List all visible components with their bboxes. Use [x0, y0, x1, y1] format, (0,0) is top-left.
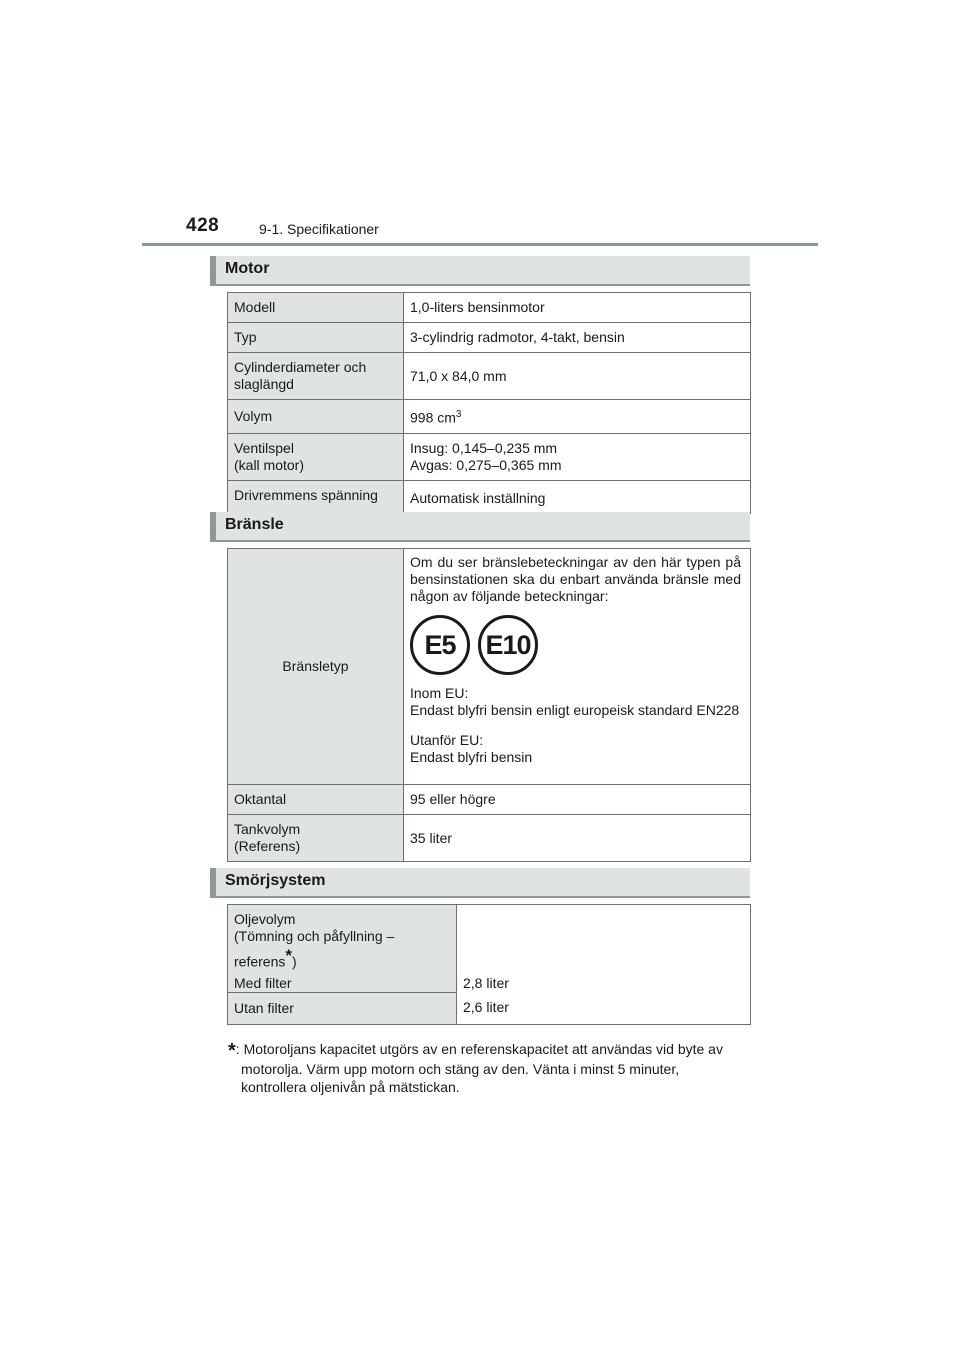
- row-label: Oktantal: [228, 785, 404, 815]
- valve-label-line1: Ventilspel: [234, 439, 294, 456]
- row-value: 35 liter: [404, 815, 751, 862]
- non-eu-heading: Utanför EU:: [410, 732, 484, 748]
- volume-unit-exponent: 3: [455, 409, 462, 420]
- row-label: [228, 815, 404, 862]
- motor-table: [227, 292, 751, 514]
- oil-label-ref: referens: [234, 953, 286, 970]
- oil-label-line3: [234, 947, 450, 971]
- oil-label-line1: Oljevolym: [234, 911, 296, 927]
- valve-label-line2: (kall motor): [234, 456, 305, 473]
- table-row: [228, 785, 751, 815]
- table-row: [228, 293, 751, 323]
- e10-badge: E10: [478, 615, 538, 675]
- row-label: [228, 433, 404, 480]
- oil-label-line2: (Tömning och påfyllning –: [234, 928, 395, 944]
- fuel-intro: Om du ser bränslebeteckningar av den här typen på bensinstationen ska du enbart använda bränsle med någon av följande beteckningar:: [410, 554, 741, 604]
- row-label: Typ: [228, 323, 404, 353]
- row-label: Drivremmens spänning: [228, 480, 404, 513]
- valve-intake: Insug: 0,145–0,235 mm: [410, 439, 558, 456]
- table-row: [228, 480, 751, 513]
- row-value: 95 eller högre: [404, 785, 751, 815]
- row-label: Volym: [228, 400, 404, 434]
- row-value: [404, 400, 751, 434]
- tank-label-line2: (Referens): [234, 838, 301, 854]
- fuel-title: Bränsle: [225, 516, 284, 533]
- row-value: 3-cylindrig radmotor, 4-takt, bensin: [404, 323, 751, 353]
- lubrication-title: Smörjsystem: [225, 872, 326, 889]
- table-row: [228, 433, 751, 480]
- e5-badge: E5: [410, 615, 470, 675]
- oil-volume-label: [228, 905, 457, 993]
- footnote: [228, 1040, 746, 1096]
- motor-section-heading: [210, 256, 750, 286]
- without-filter-value: 2,6 liter: [457, 992, 751, 1024]
- motor-title: Motor: [225, 260, 270, 277]
- valve-exhaust: Avgas: 0,275–0,365 mm: [410, 456, 562, 473]
- heading-bar: [210, 868, 216, 896]
- row-label: Cylinderdiameter och slaglängd: [228, 353, 404, 400]
- heading-bar: [210, 512, 216, 540]
- page-number: 428: [186, 215, 220, 236]
- row-value: [404, 433, 751, 480]
- fuel-table: [227, 548, 751, 862]
- row-value: [404, 549, 751, 785]
- fuel-section-heading: [210, 512, 750, 542]
- eu-heading: Inom EU:: [410, 685, 469, 701]
- row-label: Modell: [228, 293, 404, 323]
- eu-text: Endast blyfri bensin enligt europeisk standard EN228: [410, 702, 740, 718]
- volume-value: 998 cm: [410, 409, 456, 426]
- footnote-star: *: [228, 1040, 236, 1062]
- header-rule: [142, 243, 818, 246]
- footnote-marker: *: [285, 946, 292, 965]
- without-filter-label: Utan filter: [228, 992, 457, 1024]
- table-row: [228, 400, 751, 434]
- non-eu-text: Endast blyfri bensin: [410, 749, 533, 765]
- with-filter-label: Med filter: [234, 974, 292, 991]
- with-filter-value: 2,8 liter: [457, 905, 751, 993]
- section-reference: 9-1. Specifikationer: [259, 221, 379, 237]
- row-value: Automatisk inställning: [404, 480, 751, 513]
- oil-label-close: ): [291, 953, 297, 970]
- table-row: [228, 353, 751, 400]
- table-row: [228, 323, 751, 353]
- table-row: [228, 992, 751, 1024]
- table-row: [228, 549, 751, 785]
- lubrication-table: [227, 904, 751, 1025]
- fuel-type-label: Bränsletyp: [282, 658, 349, 674]
- heading-bar: [210, 256, 216, 284]
- row-value: 1,0-liters bensinmotor: [404, 293, 751, 323]
- footnote-text: : Motoroljans kapacitet utgörs av en referenskapacitet att användas vid byte av motorolja. Värm upp motorn och stäng av den. Vänta i minst 5 minuter, kontrollera oljenivån på mätstickan.: [235, 1041, 723, 1095]
- row-label: [228, 549, 404, 785]
- table-row: [228, 815, 751, 862]
- fuel-badges: [410, 615, 741, 675]
- tank-label-line1: Tankvolym: [234, 821, 301, 837]
- spacer: [410, 719, 741, 732]
- table-row: [228, 905, 751, 993]
- row-value: 71,0 x 84,0 mm: [404, 353, 751, 400]
- lubrication-section-heading: [210, 868, 750, 898]
